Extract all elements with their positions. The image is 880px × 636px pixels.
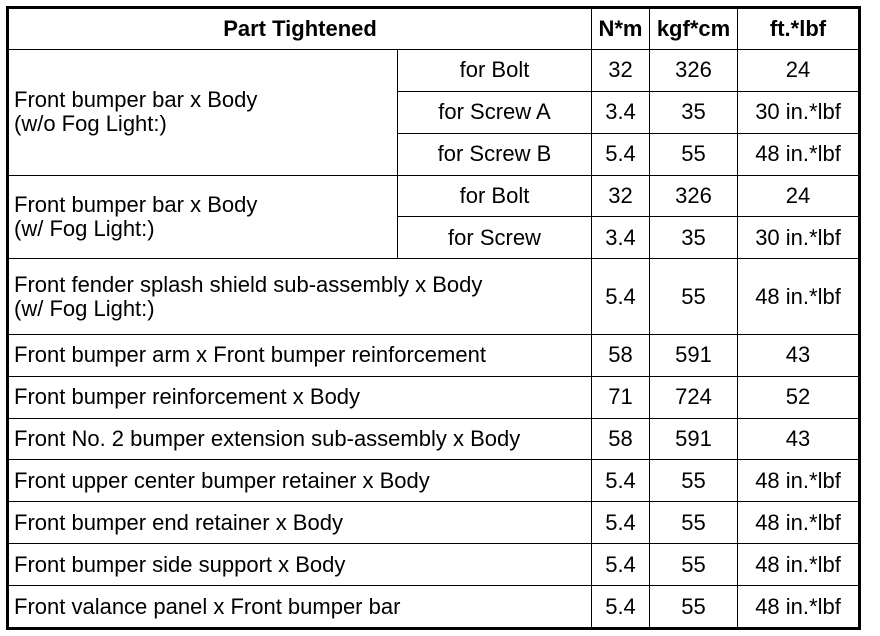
part-condition: (w/ Fog Light:) (14, 215, 155, 241)
part-cell: Front No. 2 bumper extension sub-assembly x Body (8, 418, 592, 460)
part-name: Front bumper bar x Body (14, 191, 258, 217)
fastener-cell: for Bolt (398, 50, 592, 92)
nm-cell: 5.4 (592, 259, 650, 335)
part-cell: Front upper center bumper retainer x Body (8, 460, 592, 502)
part-cell: Front bumper arm x Front bumper reinforcement (8, 334, 592, 376)
nm-cell: 5.4 (592, 586, 650, 629)
header-kgfcm: kgf*cm (650, 8, 738, 50)
ftlbf-cell: 48 in.*lbf (738, 544, 860, 586)
table-row (8, 175, 860, 217)
ftlbf-cell: 48 in.*lbf (738, 502, 860, 544)
part-cell (8, 175, 398, 259)
part-cell: Front bumper reinforcement x Body (8, 376, 592, 418)
nm-cell: 5.4 (592, 460, 650, 502)
ftlbf-cell: 48 in.*lbf (738, 460, 860, 502)
ftlbf-cell: 48 in.*lbf (738, 259, 860, 335)
part-cell (8, 50, 398, 176)
torque-specification-table (6, 6, 861, 630)
kgfcm-cell: 326 (650, 50, 738, 92)
table-header (8, 8, 860, 50)
table-row (8, 259, 860, 335)
ftlbf-cell: 43 (738, 334, 860, 376)
ftlbf-cell: 48 in.*lbf (738, 586, 860, 629)
header-nm: N*m (592, 8, 650, 50)
part-cell (8, 259, 592, 335)
nm-cell: 5.4 (592, 133, 650, 175)
kgfcm-cell: 55 (650, 502, 738, 544)
part-cell: Front bumper end retainer x Body (8, 502, 592, 544)
fastener-cell: for Bolt (398, 175, 592, 217)
nm-cell: 58 (592, 334, 650, 376)
table-row (8, 460, 860, 502)
nm-cell: 58 (592, 418, 650, 460)
nm-cell: 3.4 (592, 217, 650, 259)
table-row (8, 50, 860, 92)
nm-cell: 32 (592, 175, 650, 217)
ftlbf-cell: 52 (738, 376, 860, 418)
ftlbf-cell: 24 (738, 50, 860, 92)
table-body (8, 50, 860, 629)
table-row (8, 334, 860, 376)
part-condition: (w/o Fog Light:) (14, 111, 167, 137)
table-row (8, 586, 860, 629)
kgfcm-cell: 35 (650, 91, 738, 133)
kgfcm-cell: 55 (650, 133, 738, 175)
header-part-tightened: Part Tightened (8, 8, 592, 50)
kgfcm-cell: 55 (650, 259, 738, 335)
part-name: Front bumper bar x Body (14, 87, 258, 113)
part-name: Front fender splash shield sub-assembly x Body (14, 271, 483, 297)
table-row (8, 502, 860, 544)
kgfcm-cell: 591 (650, 334, 738, 376)
part-condition: (w/ Fog Light:) (14, 295, 155, 321)
header-ftlbf: ft.*lbf (738, 8, 860, 50)
table-row (8, 376, 860, 418)
table-row (8, 418, 860, 460)
nm-cell: 5.4 (592, 502, 650, 544)
table-row (8, 544, 860, 586)
kgfcm-cell: 55 (650, 460, 738, 502)
kgfcm-cell: 724 (650, 376, 738, 418)
nm-cell: 5.4 (592, 544, 650, 586)
fastener-cell: for Screw B (398, 133, 592, 175)
part-cell: Front valance panel x Front bumper bar (8, 586, 592, 629)
nm-cell: 32 (592, 50, 650, 92)
kgfcm-cell: 35 (650, 217, 738, 259)
kgfcm-cell: 55 (650, 544, 738, 586)
nm-cell: 71 (592, 376, 650, 418)
part-cell: Front bumper side support x Body (8, 544, 592, 586)
fastener-cell: for Screw A (398, 91, 592, 133)
ftlbf-cell: 30 in.*lbf (738, 91, 860, 133)
kgfcm-cell: 55 (650, 586, 738, 629)
kgfcm-cell: 326 (650, 175, 738, 217)
ftlbf-cell: 43 (738, 418, 860, 460)
ftlbf-cell: 48 in.*lbf (738, 133, 860, 175)
ftlbf-cell: 30 in.*lbf (738, 217, 860, 259)
header-row (8, 8, 860, 50)
kgfcm-cell: 591 (650, 418, 738, 460)
fastener-cell: for Screw (398, 217, 592, 259)
ftlbf-cell: 24 (738, 175, 860, 217)
nm-cell: 3.4 (592, 91, 650, 133)
